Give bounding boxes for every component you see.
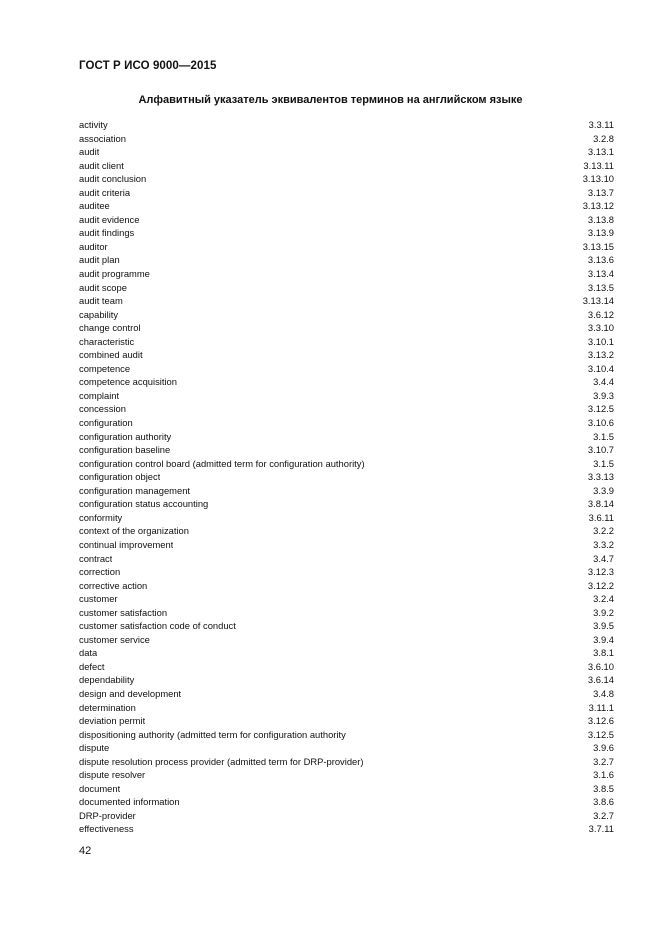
index-term-reference: 3.13.11 <box>583 159 614 171</box>
index-entry <box>79 308 614 322</box>
index-entry <box>79 768 614 782</box>
index-term-reference: 3.13.8 <box>587 213 614 225</box>
index-entry <box>79 633 614 647</box>
index-entry <box>79 619 614 633</box>
index-entry <box>79 538 614 552</box>
index-entry <box>79 430 614 444</box>
index-entry <box>79 822 614 836</box>
index-term: configuration control board (admitted term for configuration authority) <box>79 457 365 469</box>
index-entry <box>79 552 614 566</box>
index-term: defect <box>79 660 105 672</box>
index-entry <box>79 362 614 376</box>
index-term-reference: 3.3.10 <box>587 322 614 334</box>
index-entry <box>79 497 614 511</box>
index-term: continual improvement <box>79 538 174 550</box>
index-entry <box>79 606 614 620</box>
index-entry <box>79 159 614 173</box>
index-term-reference: 3.3.9 <box>593 484 614 496</box>
index-term-reference: 3.10.1 <box>587 335 614 347</box>
index-term: audit conclusion <box>79 173 147 185</box>
index-entry <box>79 375 614 389</box>
index-term: capability <box>79 308 119 320</box>
index-term: dispositioning authority (admitted term for configuration authority <box>79 728 346 740</box>
index-term-reference: 3.12.2 <box>587 579 614 591</box>
index-term-reference: 3.12.5 <box>587 403 614 415</box>
index-term-reference: 3.13.15 <box>582 240 614 252</box>
index-term-reference: 3.3.11 <box>588 119 614 130</box>
index-term-reference: 3.10.7 <box>587 444 614 456</box>
index-term-reference: 3.9.3 <box>593 389 614 401</box>
index-entry <box>79 511 614 525</box>
index-term: dispute <box>79 742 110 754</box>
index-entry <box>79 484 614 498</box>
page-number: 42 <box>79 845 92 857</box>
index-term: audit plan <box>79 254 120 266</box>
index-term: auditee <box>79 200 110 212</box>
index-term-reference: 3.4.7 <box>593 552 614 564</box>
index-entry <box>79 389 614 403</box>
index-entry <box>79 524 614 538</box>
index-term-reference: 3.13.4 <box>587 268 614 280</box>
index-entry <box>79 267 614 281</box>
index-entry <box>79 673 614 687</box>
index-entry <box>79 660 614 674</box>
index-term-reference: 3.3.13 <box>587 471 614 483</box>
index-term: audit scope <box>79 281 127 293</box>
index-entry <box>79 701 614 715</box>
index-entry <box>79 281 614 295</box>
index-term: contract <box>79 552 113 564</box>
index-term-reference: 3.13.2 <box>587 349 614 361</box>
index-term: change control <box>79 322 141 334</box>
index-entry <box>79 809 614 823</box>
index-term: dispute resolver <box>79 769 146 781</box>
index-term: combined audit <box>79 349 143 361</box>
index-term: deviation permit <box>79 715 146 727</box>
index-term-reference: 3.1.6 <box>593 769 614 781</box>
index-term-reference: 3.9.6 <box>593 742 614 754</box>
index-entry <box>79 755 614 769</box>
index-term-reference: 3.13.7 <box>587 186 614 198</box>
index-entry <box>79 172 614 186</box>
index-term: configuration status accounting <box>79 498 209 510</box>
index-term: audit team <box>79 295 123 307</box>
index-term-reference: 3.12.3 <box>587 566 614 578</box>
index-entry <box>79 579 614 593</box>
index-term: context of the organization <box>79 525 189 537</box>
index-term-reference: 3.2.8 <box>593 132 614 144</box>
index-entry <box>79 213 614 227</box>
index-term: auditor <box>79 240 108 252</box>
index-term: customer service <box>79 633 150 645</box>
index-entry <box>79 687 614 701</box>
index-term-reference: 3.9.4 <box>593 633 614 645</box>
index-term: competence acquisition <box>79 376 177 388</box>
index-term: design and development <box>79 687 182 699</box>
index-term: data <box>79 647 98 659</box>
index-term: document <box>79 782 121 794</box>
index-term: audit client <box>79 159 124 171</box>
index-entry <box>79 132 614 146</box>
index-term-reference: 3.8.6 <box>593 796 614 808</box>
index-term: customer <box>79 593 118 605</box>
index-entry <box>79 592 614 606</box>
index-term-reference: 3.6.12 <box>587 308 614 320</box>
index-term-reference: 3.13.6 <box>587 254 614 266</box>
index-term-reference: 3.13.12 <box>582 200 614 212</box>
index-term-reference: 3.6.10 <box>587 660 614 672</box>
index-term-reference: 3.13.10 <box>582 173 614 185</box>
index-term-reference: 3.12.5 <box>587 728 614 740</box>
index-entry <box>79 145 614 159</box>
index-entry <box>79 741 614 755</box>
index-term-reference: 3.2.7 <box>593 755 614 767</box>
index-term-reference: 3.13.14 <box>582 295 614 307</box>
index-term-reference: 3.4.8 <box>593 687 614 699</box>
index-term-reference: 3.8.5 <box>593 782 614 794</box>
index-term: customer satisfaction code of conduct <box>79 620 236 632</box>
index-term: dependability <box>79 674 135 686</box>
index-entry <box>79 253 614 267</box>
index-term-reference: 3.1.5 <box>593 457 614 469</box>
index-term-reference: 3.9.2 <box>593 606 614 618</box>
index-entry <box>79 443 614 457</box>
index-term-reference: 3.3.2 <box>593 538 614 550</box>
index-term-reference: 3.8.14 <box>587 498 614 510</box>
index-term: association <box>79 132 126 144</box>
index-term-reference: 3.8.1 <box>593 647 614 659</box>
index-title: Алфавитный указатель эквивалентов терминов на английском языке <box>138 94 523 106</box>
index-term-reference: 3.2.2 <box>593 525 614 537</box>
index-term: configuration management <box>79 484 191 496</box>
index-term: documented information <box>79 796 180 808</box>
index-entry <box>79 402 614 416</box>
index-entry <box>79 470 614 484</box>
index-term: correction <box>79 566 121 578</box>
index-entry <box>79 118 614 132</box>
index-term: complaint <box>79 389 120 401</box>
index-entry <box>79 457 614 471</box>
index-term-reference: 3.13.5 <box>587 281 614 293</box>
index-entry <box>79 782 614 796</box>
index-term: DRP-provider <box>79 809 136 821</box>
index-entry <box>79 728 614 742</box>
index-entry <box>79 416 614 430</box>
index-term: concession <box>79 403 126 415</box>
index-term-reference: 3.7.11 <box>588 823 614 835</box>
index-entry <box>79 335 614 349</box>
index-entry <box>79 199 614 213</box>
term-index-list <box>79 118 614 836</box>
index-entry <box>79 565 614 579</box>
index-term: configuration object <box>79 471 161 483</box>
index-term: effectiveness <box>79 823 134 835</box>
index-term-reference: 3.12.6 <box>587 715 614 727</box>
index-entry <box>79 348 614 362</box>
index-term: conformity <box>79 511 123 523</box>
index-term: characteristic <box>79 335 135 347</box>
index-term: configuration <box>79 417 133 429</box>
index-term-reference: 3.13.1 <box>587 146 614 158</box>
index-entry <box>79 226 614 240</box>
index-term: determination <box>79 701 136 713</box>
document-header: ГОСТ Р ИСО 9000—2015 <box>79 60 217 72</box>
index-term: corrective action <box>79 579 148 591</box>
index-term-reference: 3.2.7 <box>593 809 614 821</box>
index-entry <box>79 294 614 308</box>
index-term-reference: 3.6.11 <box>588 511 614 523</box>
index-entry <box>79 240 614 254</box>
index-term: dispute resolution process provider (admitted term for DRP-provider) <box>79 755 364 767</box>
index-entry <box>79 795 614 809</box>
index-term: audit programme <box>79 268 150 280</box>
index-term: audit evidence <box>79 213 140 225</box>
index-term-reference: 3.9.5 <box>593 620 614 632</box>
index-term: audit findings <box>79 227 135 239</box>
index-term: activity <box>79 119 108 130</box>
index-entry <box>79 321 614 335</box>
index-term-reference: 3.11.1 <box>588 701 614 713</box>
index-term-reference: 3.2.4 <box>593 593 614 605</box>
index-term-reference: 3.13.9 <box>587 227 614 239</box>
index-term: configuration baseline <box>79 444 171 456</box>
index-term-reference: 3.10.4 <box>587 362 614 374</box>
index-term: competence <box>79 362 131 374</box>
index-entry <box>79 186 614 200</box>
index-entry <box>79 646 614 660</box>
index-entry <box>79 714 614 728</box>
index-term: audit <box>79 146 100 158</box>
index-term-reference: 3.1.5 <box>593 430 614 442</box>
index-term-reference: 3.10.6 <box>587 417 614 429</box>
index-term: configuration authority <box>79 430 172 442</box>
index-term-reference: 3.6.14 <box>587 674 614 686</box>
index-term: customer satisfaction <box>79 606 168 618</box>
index-term: audit criteria <box>79 186 131 198</box>
index-term-reference: 3.4.4 <box>593 376 614 388</box>
